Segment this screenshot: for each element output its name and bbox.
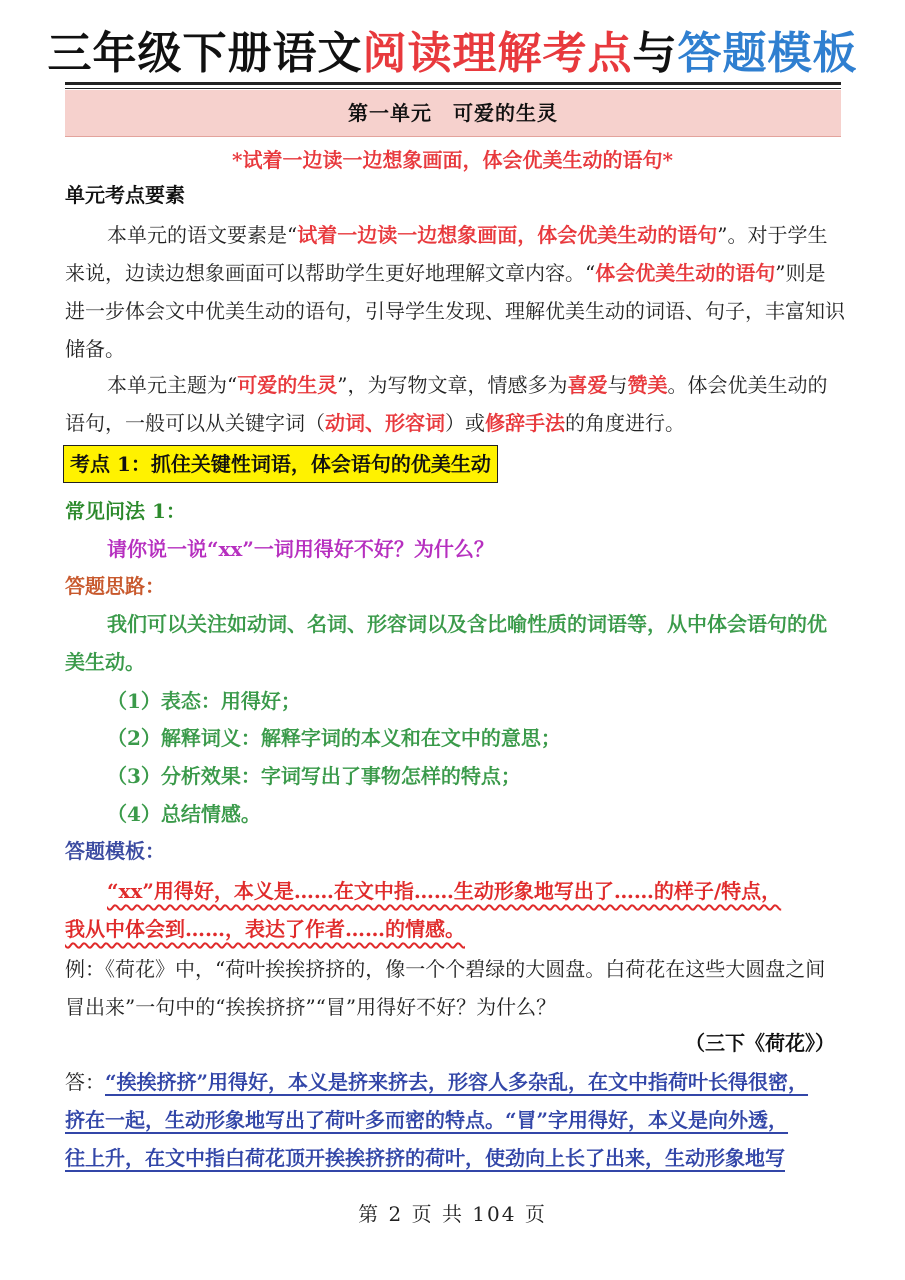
kaodian-heading: 考点 1：抓住关键性词语，体会语句的优美生动 xyxy=(63,445,498,483)
example-source: （三下《荷花》） xyxy=(685,1031,835,1055)
answer-line-2: 挤在一起，生动形象地写出了荷叶多而密的特点。“冒”字用得好，本义是向外透， xyxy=(65,1108,789,1132)
unit-subtitle: *试着一边读一边想象画面，体会优美生动的语句* xyxy=(232,148,673,172)
title-underline xyxy=(65,82,841,85)
answer-line-1: 答：“挨挨挤挤”用得好，本义是挤来挤去，形容人多杂乱，在文中指荷叶长得很密， xyxy=(65,1070,809,1094)
step-1: （1）表态：用得好； xyxy=(107,689,301,713)
unit-header-bar: 第一单元 可爱的生灵 xyxy=(65,90,841,137)
title-part-points: 考点 xyxy=(542,28,633,79)
paragraph-theme: 本单元主题为“可爱的生灵”，为写物文章，情感多为喜爱与赞美。体会优美生动的语句，一般可以从关键字词（动词、形容词）或修辞手法的角度进行。 xyxy=(65,373,828,435)
common-question-label: 常见问法 1： xyxy=(65,499,186,523)
thinking-text: 我们可以关注如动词、名词、形容词以及含比喻性质的词语等，从中体会语句的优美生动。 xyxy=(65,612,827,674)
title-underline-thin xyxy=(65,88,841,89)
page-title xyxy=(0,22,905,86)
template-label: 答题模板： xyxy=(65,839,165,863)
title-part-reading: 阅读理解 xyxy=(362,28,543,79)
step-4: （4）总结情感。 xyxy=(107,802,261,826)
title-part-and: 与 xyxy=(632,28,678,79)
thinking-label: 答题思路： xyxy=(65,574,165,598)
common-question: 请你说一说“xx”一词用得好不好？为什么？ xyxy=(107,537,494,561)
template-line-2: 我从中体会到……，表达了作者……的情感。 xyxy=(65,917,465,941)
paragraph-elements: 本单元的语文要素是“试着一边读一边想象画面，体会优美生动的语句”。对于学生来说，边读边想象画面可以帮助学生更好地理解文章内容。“体会优美生动的语句”则是进一步体会文中优美生动的语句，引导学生发现、理解优美生动的词语、句子，丰富知识储备。 xyxy=(65,223,845,361)
title-part-template: 答题模板 xyxy=(677,28,858,79)
step-3: （3）分析效果：字词写出了事物怎样的特点； xyxy=(107,764,521,788)
section-title: 单元考点要素 xyxy=(65,183,185,207)
example-question: 例：《荷花》中，“荷叶挨挨挤挤的，像一个个碧绿的大圆盘。白荷花在这些大圆盘之间冒出来”一句中的“挨挨挤挤”“冒”用得好不好？为什么？ xyxy=(65,957,826,1019)
step-2: （2）解释词义：解释字词的本义和在文中的意思； xyxy=(107,726,561,750)
title-part-grade: 三年级下册语文 xyxy=(47,28,363,79)
page-footer: 第 2 页 共 104 页 xyxy=(358,1202,547,1226)
answer-line-3: 往上升，在文中指白荷花顶开挨挨挤挤的荷叶，使劲向上长了出来，生动形象地写 xyxy=(65,1146,785,1170)
template-line-1: “xx”用得好，本义是……在文中指……生动形象地写出了……的样子/特点， xyxy=(107,879,782,903)
